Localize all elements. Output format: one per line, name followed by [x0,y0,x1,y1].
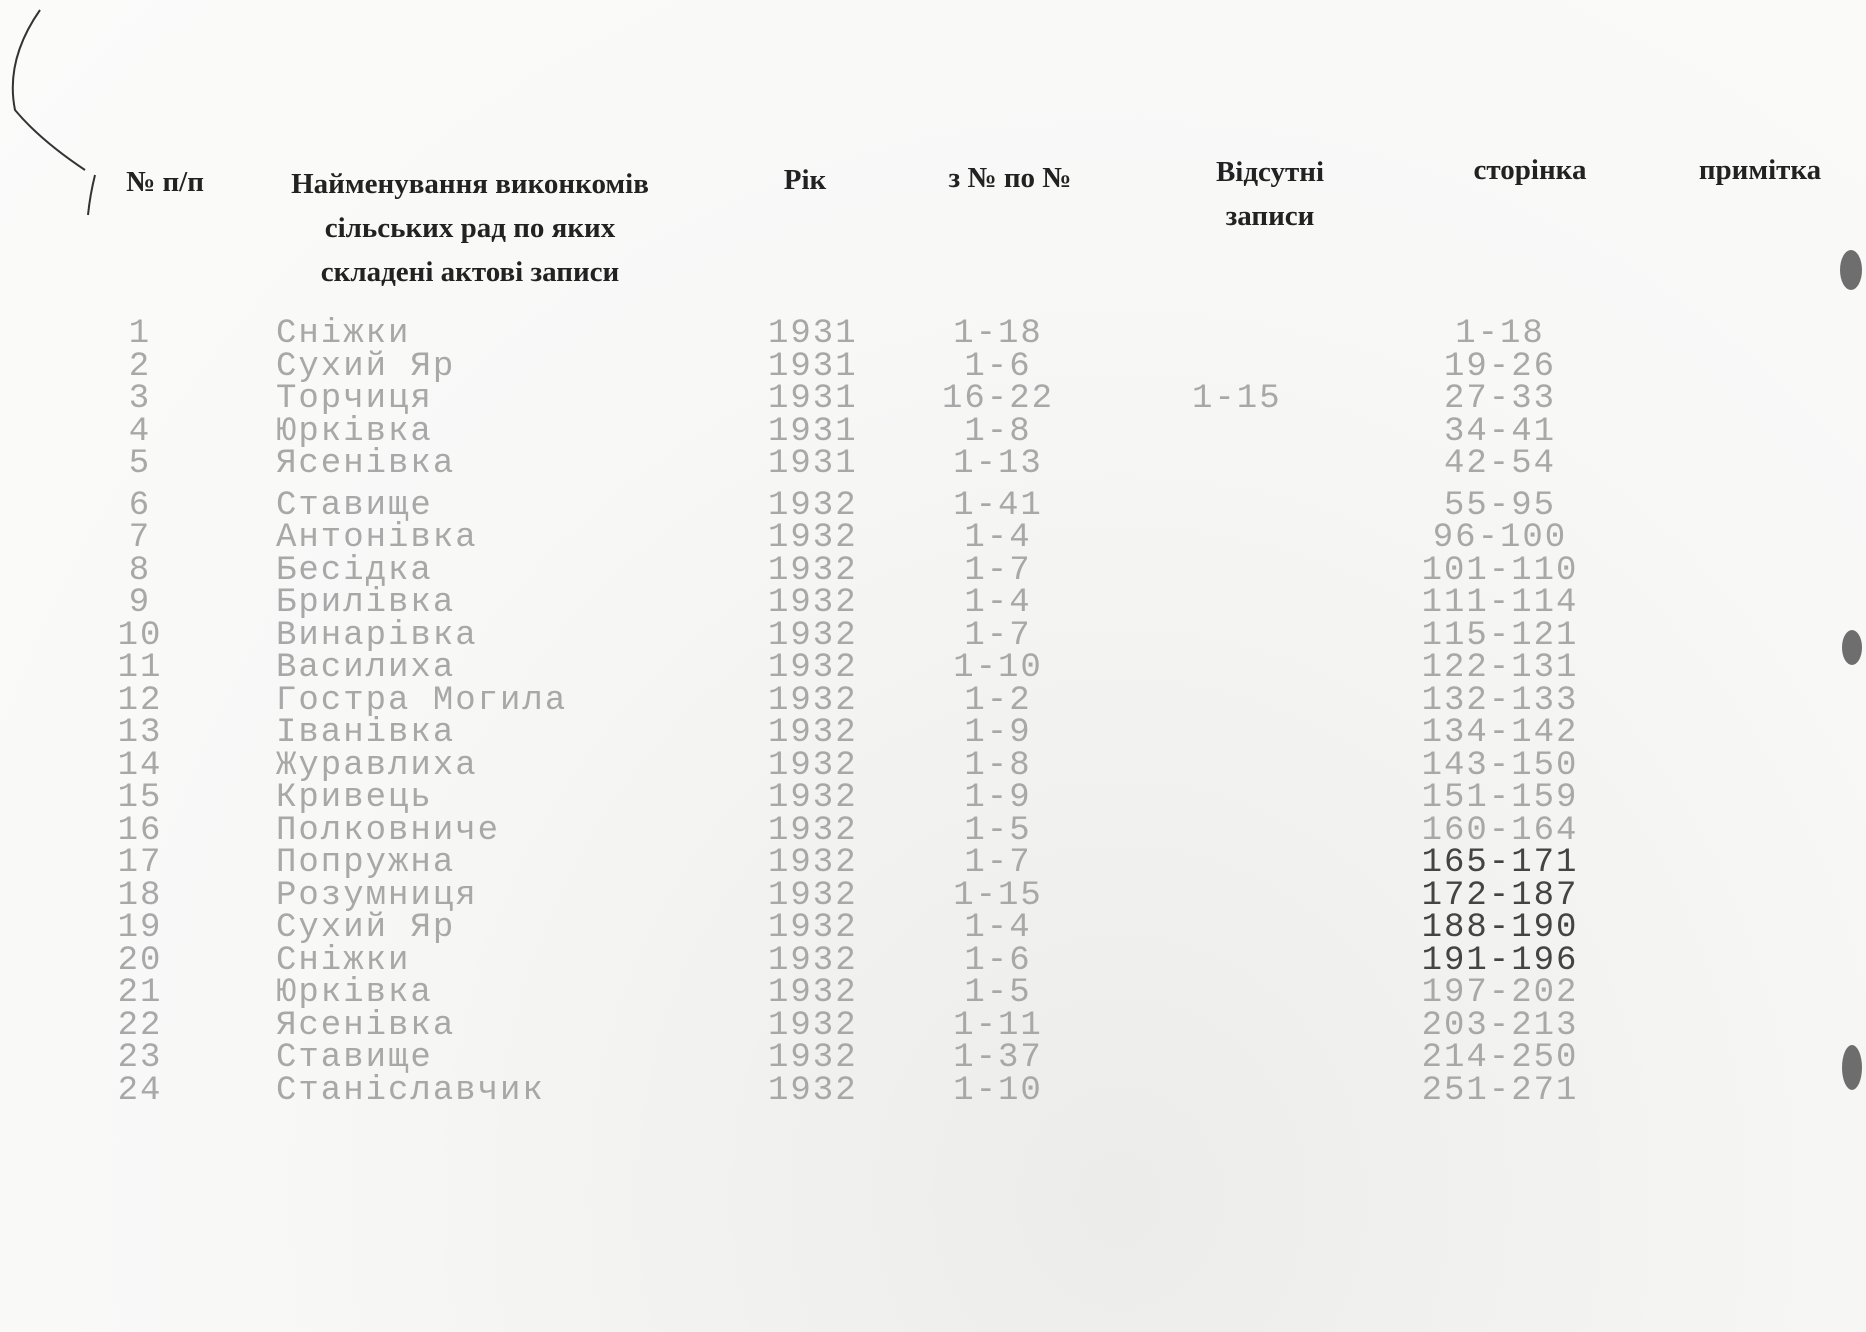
council-name: Винарівка [276,616,478,655]
page-range: 27-33 [1443,380,1557,418]
record-range: 1-10 [953,1071,1043,1110]
table-row [0,974,1866,1012]
table-row [0,681,1866,720]
record-range: 1-9 [964,714,1032,752]
header-note: примітка [1698,154,1822,186]
row-year: 1932 [768,1071,858,1110]
stain [1842,1045,1862,1090]
page-range: 160-164 [1421,811,1579,850]
row-number: 7 [128,519,152,557]
row-year: 1931 [768,380,858,418]
header-page: сторінка [1473,154,1587,186]
row-year: 1932 [768,779,858,817]
row-number: 17 [117,844,163,882]
page-range: 143-150 [1421,746,1579,785]
header-range: з № по № [948,162,1072,194]
council-name: Бесідка [276,551,433,590]
record-range: 1-2 [964,681,1032,720]
council-name: Сніжки [276,315,411,353]
page-range: 111-114 [1421,584,1579,622]
table-row [0,649,1866,687]
header-year: Рік [783,164,827,196]
record-range: 1-7 [964,551,1032,590]
header-missing: Відсутні записи [1215,156,1325,232]
row-number: 19 [117,909,163,947]
table-row [0,1039,1866,1077]
page-range: 1-18 [1455,315,1545,353]
page-range: 55-95 [1443,486,1557,525]
row-number: 5 [128,445,152,483]
row-number: 22 [117,1006,163,1045]
row-number: 15 [117,779,163,817]
row-number: 3 [128,380,152,418]
record-range: 1-7 [964,616,1032,655]
row-number: 9 [128,584,152,622]
record-range: 1-6 [964,941,1032,980]
table-row [0,616,1866,655]
table-row [0,844,1866,882]
page-range: 203-213 [1421,1006,1579,1045]
row-year: 1932 [768,1006,858,1045]
table-row [0,779,1866,817]
row-year: 1932 [768,714,858,752]
row-year: 1932 [768,746,858,785]
council-name: Юрківка [276,412,433,451]
council-name: Сніжки [276,941,411,980]
table-row [0,486,1866,525]
council-name: Кривець [276,779,433,817]
council-name: Антонівка [276,519,478,557]
row-year: 1932 [768,1039,858,1077]
pen-mark-icon [0,0,120,240]
stain [1842,630,1862,665]
table-row [0,519,1866,557]
row-number: 21 [117,974,163,1012]
record-range: 1-8 [964,412,1032,451]
record-range: 1-7 [964,844,1032,882]
council-name: Сухий Яр [276,347,456,386]
council-name: Ставище [276,486,433,525]
page-range: 115-121 [1421,616,1579,655]
page-range: 101-110 [1421,551,1579,590]
table-row [0,584,1866,622]
row-year: 1931 [768,445,858,483]
row-year: 1931 [768,412,858,451]
record-range: 1-8 [964,746,1032,785]
council-name: Іванівка [276,714,456,752]
page-range: 122-131 [1421,649,1579,687]
council-name: Ясенівка [276,445,456,483]
page-range: 42-54 [1443,445,1557,483]
row-year: 1932 [768,811,858,850]
page-range: 191-196 [1421,941,1579,980]
row-year: 1932 [768,649,858,687]
table-row [0,380,1866,418]
row-year: 1932 [768,681,858,720]
row-number: 4 [128,412,152,451]
record-range: 1-4 [964,584,1032,622]
row-number: 20 [117,941,163,980]
row-number: 14 [117,746,163,785]
row-year: 1932 [768,616,858,655]
council-name: Попружна [276,844,456,882]
row-year: 1932 [768,551,858,590]
council-name: Гостра Могила [276,681,568,720]
council-name: Ставище [276,1039,433,1077]
page-range: 132-133 [1421,681,1579,720]
row-year: 1931 [768,347,858,386]
page-range: 151-159 [1421,779,1579,817]
row-year: 1931 [768,315,858,353]
record-range: 1-41 [953,486,1043,525]
record-range: 1-15 [953,876,1043,915]
missing-records: 1-15 [1192,380,1282,418]
row-number: 8 [128,551,152,590]
page-range: 214-250 [1421,1039,1579,1077]
table-row [0,876,1866,915]
row-number: 18 [117,876,163,915]
row-year: 1932 [768,909,858,947]
header-name: Найменування виконкомів сільських рад по яких складені актові записи [291,168,649,288]
council-name: Василиха [276,649,456,687]
council-name: Брилівка [276,584,456,622]
council-name: Ясенівка [276,1006,456,1045]
record-range: 1-18 [953,315,1043,353]
table-row [0,811,1866,850]
table-row [0,412,1866,451]
page-range: 251-271 [1421,1071,1579,1110]
record-range: 1-5 [964,811,1032,850]
page-range: 96-100 [1432,519,1568,557]
table-row [0,746,1866,785]
row-year: 1932 [768,941,858,980]
page-range: 19-26 [1443,347,1557,386]
record-range: 1-9 [964,779,1032,817]
record-range: 1-10 [953,649,1043,687]
row-number: 11 [117,649,163,687]
page-range: 165-171 [1421,844,1579,882]
row-number: 16 [117,811,163,850]
table-row [0,1006,1866,1045]
row-number: 24 [117,1071,163,1110]
table-row [0,551,1866,590]
row-number: 13 [117,714,163,752]
page-range: 188-190 [1421,909,1579,947]
row-year: 1932 [768,519,858,557]
row-number: 1 [128,315,152,353]
record-range: 1-4 [964,519,1032,557]
council-name: Сухий Яр [276,909,456,947]
page-range: 197-202 [1421,974,1579,1012]
page-range: 172-187 [1421,876,1579,915]
page-range: 34-41 [1443,412,1557,451]
council-name: Торчиця [276,380,433,418]
row-number: 2 [128,347,152,386]
council-name: Журавлиха [276,746,478,785]
record-range: 1-6 [964,347,1032,386]
council-name: Полковниче [276,811,501,850]
record-range: 1-37 [953,1039,1043,1077]
table-row [0,445,1866,483]
record-range: 16-22 [941,380,1055,418]
table-row [0,714,1866,752]
record-range: 1-4 [964,909,1032,947]
record-range: 1-11 [953,1006,1043,1045]
table-row [0,941,1866,980]
records-table [0,315,1866,1110]
row-number: 23 [117,1039,163,1077]
row-number: 6 [128,486,152,525]
council-name: Юрківка [276,974,433,1012]
row-number: 10 [117,616,163,655]
page-range: 134-142 [1421,714,1579,752]
council-name: Розумниця [276,876,478,915]
row-number: 12 [117,681,163,720]
council-name: Станіславчик [276,1071,545,1110]
table-row [0,909,1866,947]
row-year: 1932 [768,486,858,525]
row-year: 1932 [768,974,858,1012]
row-year: 1932 [768,844,858,882]
table-row [0,1071,1866,1110]
stain [1840,250,1862,290]
header-num: № п/п [126,166,204,198]
table-row [0,347,1866,386]
row-year: 1932 [768,584,858,622]
record-range: 1-5 [964,974,1032,1012]
row-year: 1932 [768,876,858,915]
table-row [0,315,1866,353]
record-range: 1-13 [953,445,1043,483]
